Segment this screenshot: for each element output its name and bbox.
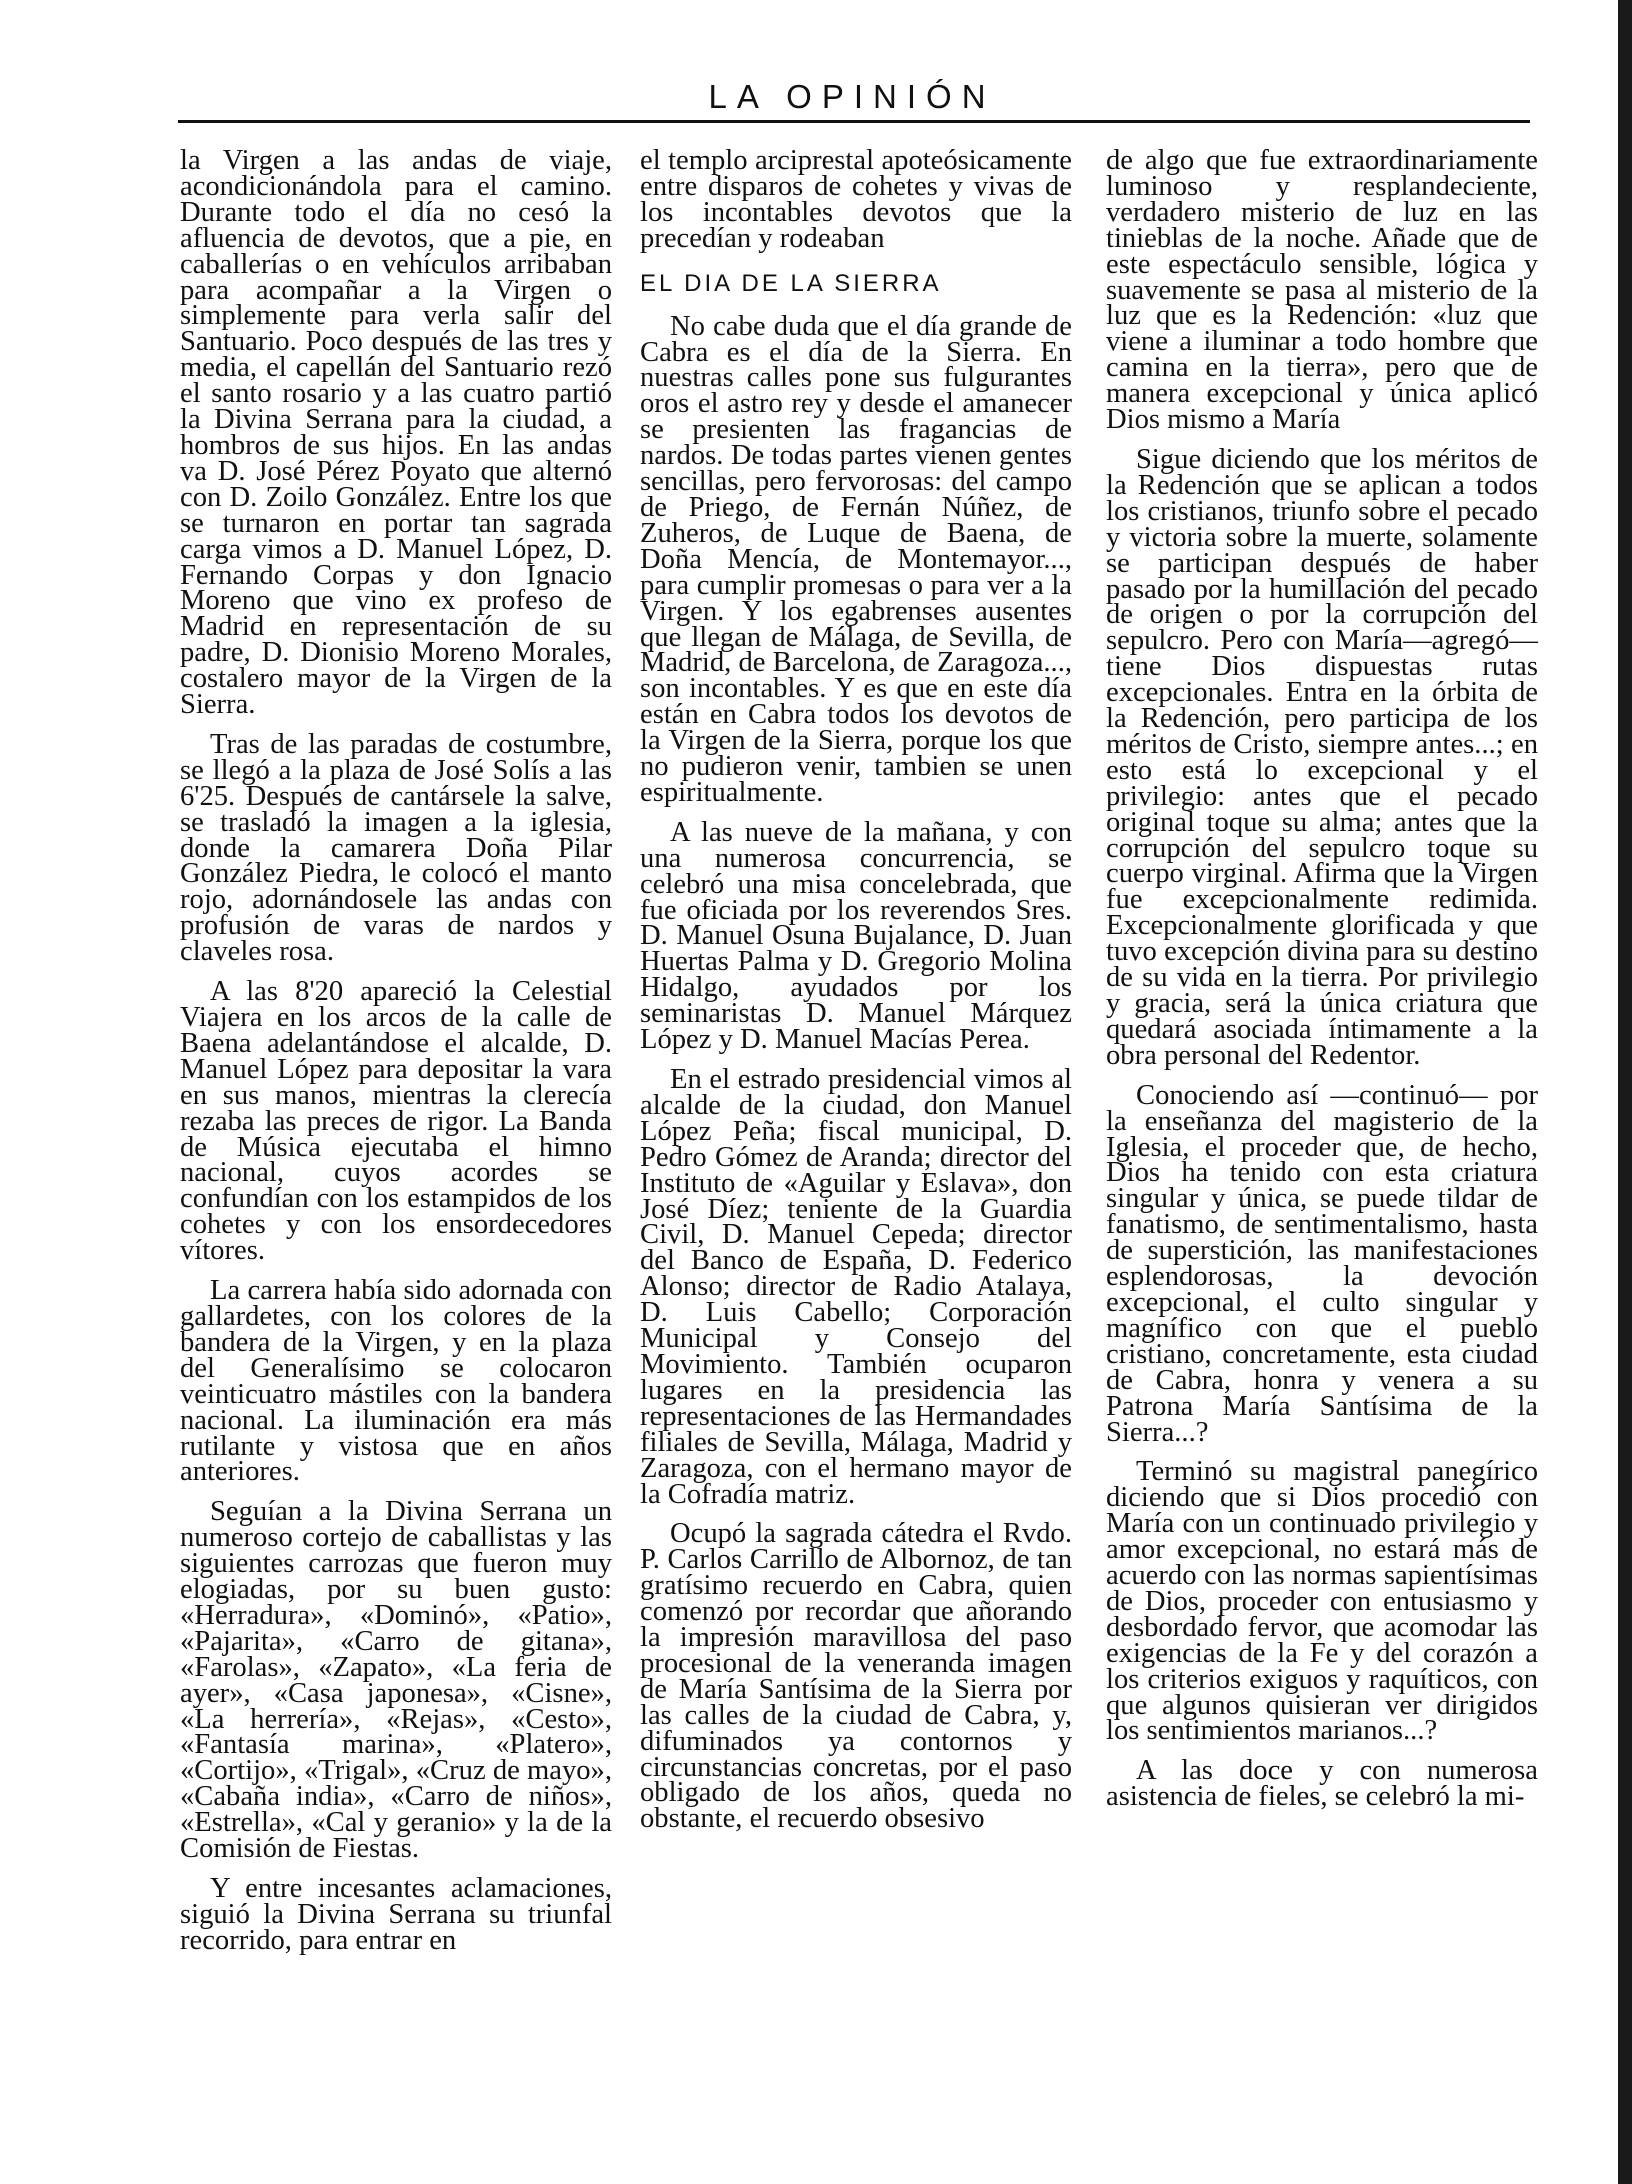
paragraph: La carrera había sido adornada con gallardetes, con los colores de la bandera de la Virgen, y en la plaza del Generalísimo se colocaron veinticuatro mástiles con la bandera nacional. La iluminación era más rutilante y vistosa que en años anteriores.: [180, 1275, 612, 1488]
masthead-rule: [178, 120, 1530, 123]
section-heading: EL DIA DE LA SIERRA: [640, 269, 942, 297]
paragraph: Tras de las paradas de costumbre, se llegó a la plaza de José Solís a las 6'25. Después de cantársele la salve, se trasladó la imagen a la iglesia, donde la camarera Doña Pilar González Piedra, le colocó el manto rojo, adornándosele las andas con profusión de varas de nardos y claveles rosa.: [180, 728, 612, 968]
paragraph: En el estrado presidencial vimos al alcalde de la ciudad, don Manuel López Peña; fiscal municipal, D. Pedro Gómez de Aranda; director del Instituto de «Aguilar y Eslava», don José Díez; teniente de la Guardia Civil, D. Manuel Cepeda; director del Banco de España, D. Federico Alonso; director de Radio Atalaya, D. Luis Cabello; Corporación Municipal y Consejo del Movimiento. También ocuparon lugares en la presidencia las representaciones de las Hermandades filiales de Sevilla, Málaga, Madrid y Zaragoza, con el hermano mayor de la Cofradía matriz.: [640, 1064, 1072, 1510]
paragraph: Y entre incesantes aclamaciones, siguió la Divina Serrana su triunfal recorrido, para entrar en: [180, 1873, 612, 1956]
page-edge: [1618, 0, 1632, 2184]
paragraph: A las nueve de la mañana, y con una numerosa concurrencia, se celebró una misa concelebrada, que fue oficiada por los reverendos Sres. D. Manuel Osuna Bujalance, D. Juan Huertas Palma y D. Gregorio Molina Hidalgo, ayudados por los seminaristas D. Manuel Márquez López y D. Manuel Macías Perea.: [640, 816, 1072, 1056]
paragraph: Seguían a la Divina Serrana un numeroso cortejo de caballistas y las siguientes carrozas que fueron muy elogiadas, por su buen gusto: «Herradura», «Dominó», «Patio», «Pajarita», «Carro de gitana», «Farolas», «Zapato», «La feria de ayer», «Casa japonesa», «Cisne», «La herrería», «Rejas», «Cesto», «Fantasía marina», «Platero», «Cortijo», «Trigal», «Cruz de mayo», «Cabaña india», «Carro de niños», «Estrella», «Cal y geranio» y la de la Comisión de Fiestas.: [180, 1496, 612, 1865]
paragraph: la Virgen a las andas de viaje, acondicionándola para el camino. Durante todo el día no cesó la afluencia de devotos, que a pie, en caballerías o en vehículos arribaban para acompañar a la Virgen o simplemente para verla salir del Santuario. Poco después de las tres y media, el capellán del Santuario rezó el santo rosario y a las cuatro partió la Divina Serrana para la ciudad, a hombros de sus hijos. En las andas va D. José Pérez Poyato que alternó con D. Zoilo González. Entre los que se turnaron en portar tan sagrada carga vimos a D. Manuel López, D. Fernando Corpas y don Ignacio Moreno que vino ex profeso de Madrid en representación de su padre, D. Dionisio Moreno Morales, costalero mayor de la Virgen de la Sierra.: [180, 145, 612, 721]
paragraph: el templo arciprestal apoteósicamente entre disparos de cohetes y vivas de los incontables devotos que la precedían y rodeaban: [640, 145, 1072, 254]
paragraph: Ocupó la sagrada cátedra el Rvdo. P. Carlos Carrillo de Albornoz, de tan gratísimo recuerdo en Cabra, quien comenzó por recordar que añorando la impresión maravillosa del paso procesional de la veneranda imagen de María Santísima de la Sierra por las calles de la ciudad de Cabra, y, difuminados ya contornos y circunstancias concretas, por el paso obligado de los años, queda no obstante, el recuerdo obsesivo: [640, 1518, 1072, 1835]
paragraph: No cabe duda que el día grande de Cabra es el día de la Sierra. En nuestras calles pone sus fulgurantes oros el astro rey y desde el amanecer se presienten las fragancias de nardos. De todas partes vienen gentes sencillas, pero fervorosas: del campo de Priego, de Fernán Núñez, de Zuheros, de Luque de Baena, de Doña Mencía, de Montemayor..., para cumplir promesas o para ver a la Virgen. Y los egabrenses ausentes que llegan de Málaga, de Sevilla, de Madrid, de Barcelona, de Zaragoza..., son incontables. Y es que en este día están en Cabra todos los devotos de la Virgen de la Sierra, porque los que no pudieron venir, tambien se unen espiritualmente.: [640, 310, 1072, 808]
paragraph: A las 8'20 apareció la Celestial Viajera en los arcos de la calle de Baena adelantándose el alcalde, D. Manuel López para depositar la vara en sus manos, mientras la clerecía rezaba las preces de rigor. La Banda de Música ejecutaba el himno nacional, cuyos acordes se confundían con los estampidos de los cohetes y con los ensordecedores vítores.: [180, 976, 612, 1267]
article-column-2: [640, 145, 1072, 1835]
paragraph: A las doce y con numerosa asistencia de fieles, se celebró la mi-: [1106, 1755, 1538, 1813]
paragraph: Sigue diciendo que los méritos de la Redención que se aplican a todos los cristianos, triunfo sobre el pecado y victoria sobre la muerte, solamente se participan después de haber pasado por la humillación del pecado de origen o por la corrupción del sepulcro. Pero con María—agregó—tiene Dios dispuestas rutas excepcionales. Entra en la órbita de la Redención, pero participa de los méritos de Cristo, siempre antes...; en esto está lo excepcional y el privilegio: antes que el pecado original toque su alma; antes que la corrupción del sepulcro toque su cuerpo virginal. Afirma que la Virgen fue excepcionalmente redimida. Excepcionalmente glorificada y que tuvo excepción divina para su destino de su vida en la tierra. Por privilegio y gracia, será la única criatura que quedará asociada íntimamente a la obra personal del Redentor.: [1106, 443, 1538, 1071]
paragraph: Terminó su magistral panegírico diciendo que si Dios procedió con María con un continuado privilegio y amor excepcional, no estará más de acuerdo con las normas sapientísimas de Dios, proceder con entusiasmo y desbordado fervor, que acomodar las exigencias de la Fe y del corazón a los criterios exiguos y raquíticos, con que algunos quisieran ver dirigidos los sentimientos marianos...?: [1106, 1456, 1538, 1747]
paragraph: de algo que fue extraordinariamente luminoso y resplandeciente, verdadero misterio de luz en las tinieblas de la noche. Añade que de este espectáculo sensible, lógica y suavemente se pasa al misterio de la luz que es la Redención: «luz que viene a iluminar a todo hombre que camina en la tierra», pero que de manera excepcional y única aplicó Dios mismo a María: [1106, 145, 1538, 436]
masthead: LA OPINIÓN: [708, 78, 996, 115]
article-column-1: [180, 145, 612, 1956]
paragraph: Conociendo así —continuó— por la enseñanza del magisterio de la Iglesia, el proceder que, de hecho, Dios ha tenido con esta criatura singular y única, se puede tildar de fanatismo, de sentimentalismo, hasta de superstición, las manifestaciones esplendorosas, la devoción excepcional, el culto singular y magnífico con que el pueblo cristiano, concretamente, esta ciudad de Cabra, honra y venera a su Patrona María Santísima de la Sierra...?: [1106, 1079, 1538, 1448]
article-column-3: [1106, 145, 1538, 1813]
